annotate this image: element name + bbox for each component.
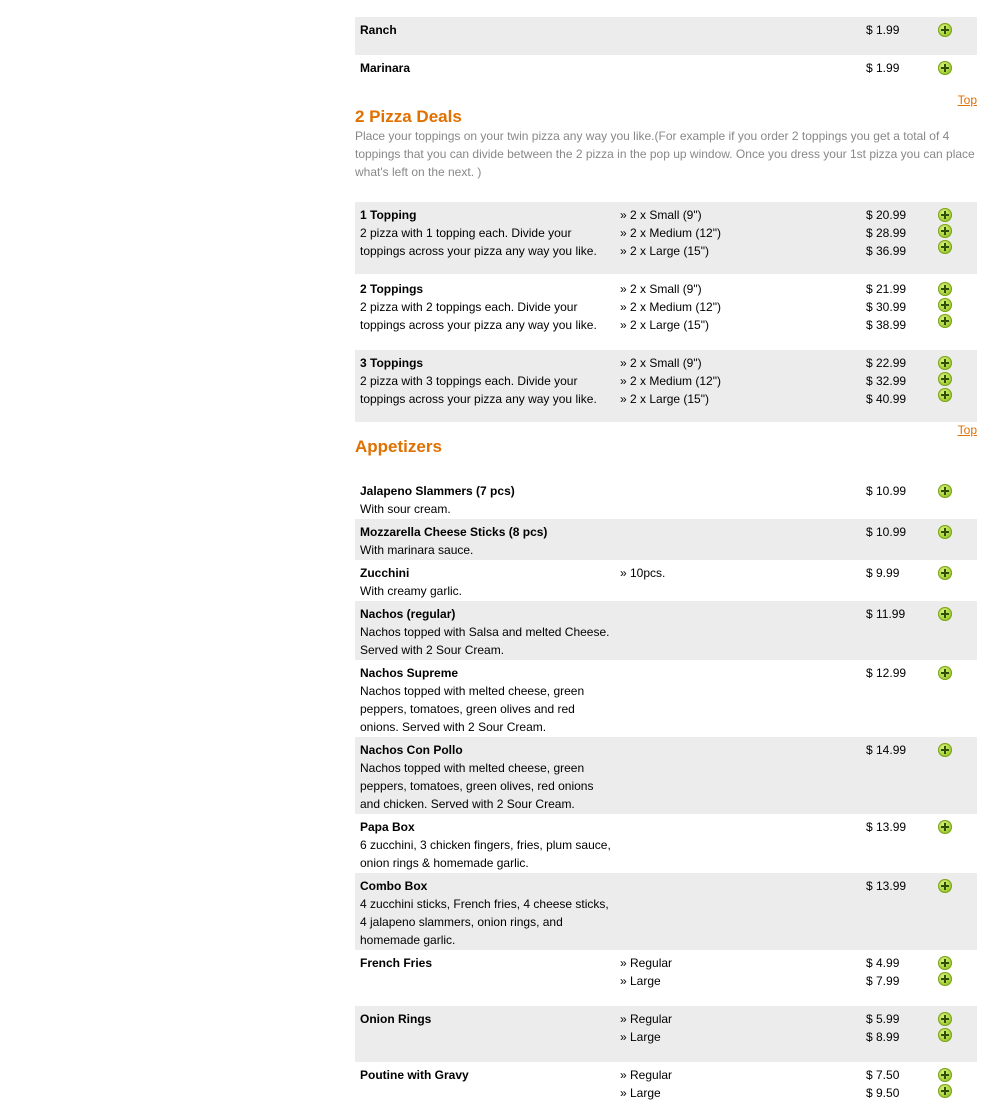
size-option: » 2 x Medium (12") <box>620 300 721 314</box>
add-buttons <box>937 877 957 895</box>
add-to-order-button[interactable] <box>938 956 952 970</box>
item-info <box>360 564 612 600</box>
item-prices <box>866 280 926 334</box>
size-option: » Large <box>620 1030 661 1044</box>
menu-item-row <box>355 950 977 1006</box>
add-buttons <box>937 21 957 39</box>
add-to-order-button[interactable] <box>938 666 952 680</box>
item-prices <box>866 354 926 408</box>
item-prices <box>866 605 926 623</box>
item-description: 2 pizza with 3 toppings each. Divide your toppings across your pizza any way you like. <box>360 374 597 406</box>
add-buttons <box>937 564 957 582</box>
item-info <box>360 818 612 872</box>
menu-item-row <box>355 55 977 93</box>
item-prices <box>866 59 926 77</box>
price: $ 9.99 <box>866 566 900 580</box>
add-buttons <box>937 1066 957 1100</box>
item-prices <box>866 523 926 541</box>
menu-item-row <box>355 350 977 422</box>
item-description: 4 zucchini sticks, French fries, 4 cheese sticks, 4 jalapeno slammers, onion rings, and homemade garlic. <box>360 897 609 947</box>
add-buttons <box>937 741 957 759</box>
add-to-order-button[interactable] <box>938 282 952 296</box>
price: $ 1.99 <box>866 61 900 75</box>
item-info <box>360 482 612 518</box>
menu-item-row <box>355 1006 977 1062</box>
size-option: » 2 x Medium (12") <box>620 374 721 388</box>
section-description: Place your toppings on your twin pizza any way you like.(For example if you order 2 toppings you get a total of 4 toppings that you can divide between the 2 pizza in the pop up window. Once you dress your 1st pizza you can place what's left on the next. ) <box>355 129 975 179</box>
size-option: » 2 x Small (9") <box>620 356 702 370</box>
size-option: » Regular <box>620 1068 673 1082</box>
add-buttons <box>937 0 957 2</box>
item-info <box>360 741 612 813</box>
size-option: » 2 x Small (9") <box>620 282 702 296</box>
menu-item-row <box>355 601 977 660</box>
add-to-order-button[interactable] <box>938 208 952 222</box>
item-info <box>360 21 612 39</box>
size-option: » 2 x Medium (12") <box>620 226 721 240</box>
price: $ 13.99 <box>866 879 907 893</box>
item-prices <box>866 1010 926 1046</box>
item-description: Nachos topped with melted cheese, green peppers, tomatoes, green olives, red onions and chicken. Served with 2 Sour Cream. <box>360 761 594 811</box>
item-name: Nachos Supreme <box>360 666 459 680</box>
item-description: With marinara sauce. <box>360 543 474 557</box>
menu-item-row <box>355 478 977 519</box>
item-prices <box>866 21 926 39</box>
add-to-order-button[interactable] <box>938 224 952 238</box>
item-info <box>360 206 612 260</box>
price: $ 1.99 <box>866 23 900 37</box>
add-to-order-button[interactable] <box>938 607 952 621</box>
item-description: 6 zucchini, 3 chicken fingers, fries, plum sauce, onion rings & homemade garlic. <box>360 838 611 870</box>
add-to-order-button[interactable] <box>938 388 952 402</box>
size-option: » 2 x Small (9") <box>620 208 702 222</box>
price: $ 20.99 <box>866 208 907 222</box>
item-name: 3 Toppings <box>360 356 424 370</box>
price: $ 8.99 <box>866 1030 900 1044</box>
menu-item-row <box>355 660 977 737</box>
add-to-order-button[interactable] <box>938 23 952 37</box>
item-sizes <box>620 1010 850 1046</box>
item-info <box>360 954 612 972</box>
price: $ 14.99 <box>866 743 907 757</box>
top-link[interactable]: Top <box>957 93 977 107</box>
item-name: Zucchini <box>360 566 410 580</box>
size-option: » 2 x Large (15") <box>620 244 709 258</box>
size-option: » 2 x Large (15") <box>620 318 709 332</box>
item-description: 2 pizza with 2 toppings each. Divide your toppings across your pizza any way you like. <box>360 300 597 332</box>
price: $ 9.50 <box>866 1086 900 1100</box>
size-option: » Large <box>620 1086 661 1100</box>
add-buttons <box>937 605 957 623</box>
section-title-appetizers: Appetizers <box>355 437 442 456</box>
price: $ 21.99 <box>866 282 907 296</box>
price: $ 28.99 <box>866 226 907 240</box>
price: $ 13.99 <box>866 820 907 834</box>
item-name: Poutine with Gravy <box>360 1068 469 1082</box>
item-sizes <box>620 564 850 582</box>
price: $ 32.99 <box>866 374 907 388</box>
item-description: 2 pizza with 1 topping each. Divide your toppings across your pizza any way you like. <box>360 226 597 258</box>
add-buttons <box>937 482 957 500</box>
item-description: Nachos topped with melted cheese, green peppers, tomatoes, green olives and red onions. Served with 2 Sour Cream. <box>360 684 585 734</box>
item-sizes <box>620 206 850 260</box>
add-to-order-button[interactable] <box>938 879 952 893</box>
item-info <box>360 1066 612 1084</box>
add-buttons <box>937 280 957 330</box>
item-prices <box>866 877 926 895</box>
add-buttons <box>937 954 957 988</box>
item-sizes <box>620 1066 850 1102</box>
item-name: Marinara <box>360 61 411 75</box>
item-prices <box>866 1066 926 1102</box>
item-description: With sour cream. <box>360 502 451 516</box>
item-name: Nachos (regular) <box>360 607 456 621</box>
price: $ 12.99 <box>866 666 907 680</box>
size-option: » Large <box>620 974 661 988</box>
item-prices <box>866 954 926 990</box>
add-buttons <box>937 206 957 256</box>
menu-item-row <box>355 1062 977 1118</box>
item-info <box>360 877 612 949</box>
item-info <box>360 59 612 77</box>
item-prices <box>866 818 926 836</box>
add-to-order-button[interactable] <box>938 972 952 986</box>
item-prices <box>866 664 926 682</box>
price: $ 10.99 <box>866 525 907 539</box>
item-name: Jalapeno Slammers (7 pcs) <box>360 484 515 498</box>
price: $ 7.50 <box>866 1068 900 1082</box>
menu-item-row <box>355 814 977 873</box>
item-description: Nachos topped with Salsa and melted Cheese. Served with 2 Sour Cream. <box>360 625 610 657</box>
size-option: » 2 x Large (15") <box>620 392 709 406</box>
add-buttons <box>937 59 957 77</box>
menu-item-row <box>355 519 977 560</box>
price: $ 5.99 <box>866 1012 900 1026</box>
menu-item-row <box>355 560 977 601</box>
add-to-order-button[interactable] <box>938 525 952 539</box>
add-to-order-button[interactable] <box>938 1012 952 1026</box>
item-name: Onion Rings <box>360 1012 432 1026</box>
add-buttons <box>937 523 957 541</box>
item-name: Papa Box <box>360 820 415 834</box>
menu-item-row <box>355 202 977 274</box>
top-link[interactable]: Top <box>957 423 977 437</box>
add-buttons <box>937 664 957 682</box>
add-to-order-button[interactable] <box>938 743 952 757</box>
add-to-order-button[interactable] <box>938 356 952 370</box>
price: $ 10.99 <box>866 484 907 498</box>
item-prices <box>866 741 926 759</box>
size-option: » Regular <box>620 956 673 970</box>
menu-item-row <box>355 873 977 950</box>
add-to-order-button[interactable] <box>938 61 952 75</box>
add-to-order-button[interactable] <box>938 484 952 498</box>
section-title-pizza-deals: 2 Pizza Deals <box>355 107 462 126</box>
add-to-order-button[interactable] <box>938 1068 952 1082</box>
item-name: French Fries <box>360 956 433 970</box>
price: $ 4.99 <box>866 956 900 970</box>
menu-item-row <box>355 17 977 55</box>
add-buttons <box>937 1010 957 1044</box>
add-buttons <box>937 354 957 404</box>
item-info <box>360 605 612 659</box>
item-prices <box>866 206 926 260</box>
size-option: » Regular <box>620 1012 673 1026</box>
add-to-order-button[interactable] <box>938 820 952 834</box>
price: $ 38.99 <box>866 318 907 332</box>
add-to-order-button[interactable] <box>938 314 952 328</box>
price: $ 40.99 <box>866 392 907 406</box>
item-info <box>360 664 612 736</box>
item-name: Combo Box <box>360 879 428 893</box>
item-sizes <box>620 954 850 990</box>
partial-row-top <box>355 0 977 6</box>
add-buttons <box>937 818 957 836</box>
size-option: » 10pcs. <box>620 566 666 580</box>
add-to-order-button[interactable] <box>938 372 952 386</box>
item-info <box>360 280 612 334</box>
item-info <box>360 1010 612 1028</box>
add-to-order-button[interactable] <box>938 240 952 254</box>
item-prices <box>866 564 926 582</box>
item-name: Mozzarella Cheese Sticks (8 pcs) <box>360 525 548 539</box>
add-to-order-button[interactable] <box>938 1028 952 1042</box>
menu-item-row <box>355 737 977 814</box>
add-to-order-button[interactable] <box>938 1084 952 1098</box>
price: $ 22.99 <box>866 356 907 370</box>
item-sizes <box>620 280 850 334</box>
price: $ 30.99 <box>866 300 907 314</box>
item-description: With creamy garlic. <box>360 584 463 598</box>
price: $ 11.99 <box>866 607 906 621</box>
price: $ 36.99 <box>866 244 907 258</box>
item-sizes <box>620 354 850 408</box>
item-prices <box>866 482 926 500</box>
item-name: 1 Topping <box>360 208 417 222</box>
menu-item-row <box>355 276 977 348</box>
item-info <box>360 354 612 408</box>
item-info <box>360 523 612 559</box>
add-to-order-button[interactable] <box>938 566 952 580</box>
price: $ 7.99 <box>866 974 900 988</box>
item-name: Nachos Con Pollo <box>360 743 463 757</box>
item-name: 2 Toppings <box>360 282 424 296</box>
add-to-order-button[interactable] <box>938 298 952 312</box>
item-name: Ranch <box>360 23 397 37</box>
